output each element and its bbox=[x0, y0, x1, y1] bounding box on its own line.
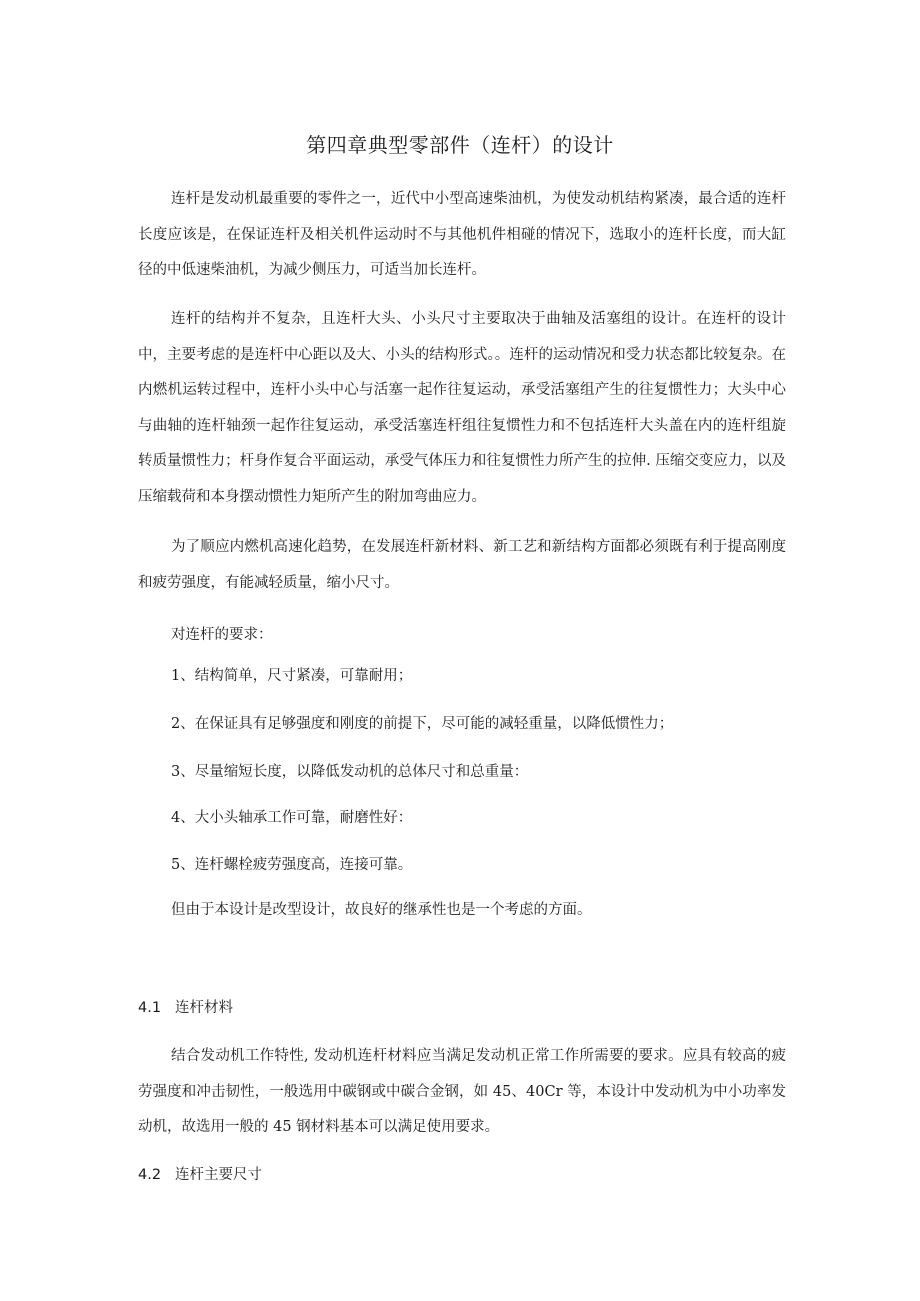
section-heading-4-2 bbox=[138, 1163, 262, 1187]
section-heading-4-1 bbox=[138, 996, 233, 1020]
section-title: 连杆主要尺寸 bbox=[175, 1167, 262, 1183]
requirement-item-2: 2、在保证具有足够强度和刚度的前提下，尽可能的减轻重量，以降低惯性力； bbox=[171, 716, 674, 732]
requirement-item-1: 1、结构简单，尺寸紧凑，可靠耐用； bbox=[171, 668, 413, 684]
intro-paragraph-1: 连杆是发动机最重要的零件之一，近代中小型高速柴油机，为使发动机结构紧凑，最合适的连杆长度应该是，在保证连杆及相关机件运动时不与其他机件相碰的情况下，选取小的连杆长度，而大缸径的中低速柴油机，为减少侧压力，可适当加长连杆。 bbox=[138, 191, 786, 279]
section-4-1-body: 结合发动机工作特性, 发动机连杆材料应当满足发动机正常工作所需要的要求。应具有较高的疲劳强度和冲击韧性，一般选用中碳钢或中碳合金钢，如 45、40Cr 等，本设计中发动机为中小功率发动机，故选用一般的 45 钢材料基本可以满足使用要求。 bbox=[138, 1048, 786, 1136]
section-number: 4.2 bbox=[138, 1167, 162, 1183]
section-title: 连杆材料 bbox=[175, 1000, 233, 1016]
closing-note: 但由于本设计是改型设计，故良好的继承性也是一个考虑的方面。 bbox=[171, 902, 592, 918]
intro-paragraph-3: 为了顺应内燃机高速化趋势，在发展连杆新材料、新工艺和新结构方面都必须既有利于提高刚度和疲劳强度，有能减轻质量，缩小尺寸。 bbox=[138, 539, 786, 591]
requirement-item-3: 3、尽量缩短长度，以降低发动机的总体尺寸和总重量： bbox=[171, 764, 529, 780]
intro-paragraph-2: 连杆的结构并不复杂，且连杆大头、小头尺寸主要取决于曲轴及活塞组的设计。在连杆的设计中，主要考虑的是连杆中心距以及大、小头的结构形式。。连杆的运动情况和受力状态都比较复杂。在内燃机运转过程中，连杆小头中心与活塞一起作往复运动，承受活塞组产生的往复惯性力；大头中心与曲轴的连杆轴颈一起作往复运动，承受活塞连杆组往复惯性力和不包括连杆大头盖在内的连杆组旋转质量惯性力；杆身作复合平面运动，承受气体压力和往复惯性力所产生的拉伸. 压缩交变应力，以及压缩载荷和本身摆动惯性力矩所产生的附加弯曲应力。 bbox=[138, 311, 786, 505]
requirement-item-5: 5、连杆螺栓疲劳强度高，连接可靠。 bbox=[171, 857, 413, 873]
requirement-item-4: 4、大小头轴承工作可靠，耐磨性好： bbox=[171, 810, 413, 826]
chapter-title: 第四章典型零部件（连杆）的设计 bbox=[306, 133, 614, 157]
section-number: 4.1 bbox=[138, 1000, 162, 1016]
requirements-heading: 对连杆的要求： bbox=[171, 627, 273, 643]
